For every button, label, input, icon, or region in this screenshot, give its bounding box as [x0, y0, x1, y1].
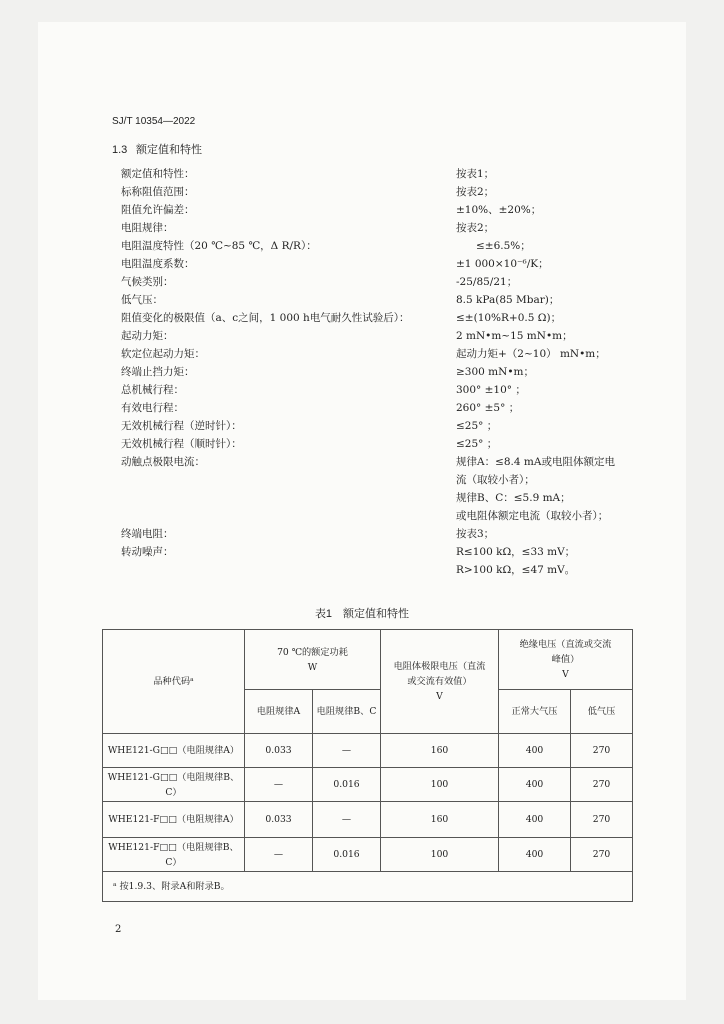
cell-code: WHE121-G□□（电阻规律B、C） — [103, 768, 245, 802]
property-label: 额定值和特性： — [121, 168, 195, 180]
property-value: 8.5 kPa(85 Mbar)； — [456, 294, 560, 306]
cell-insul-low: 270 — [571, 802, 633, 838]
cell-insul-low: 270 — [571, 838, 633, 872]
property-label: 电阻温度系数： — [121, 258, 195, 270]
header-insul-low: 低气压 — [571, 690, 633, 734]
header-voltage-unit: V — [436, 691, 443, 702]
table-row — [103, 768, 633, 802]
property-value: ≤±(10%R+0.5 Ω)； — [456, 312, 562, 324]
header-power — [245, 630, 381, 690]
property-label: 总机械行程： — [121, 384, 184, 396]
cell-power-a: — — [245, 768, 313, 802]
property-label: 电阻温度特性（20 ℃~85 ℃，Δ R/R）： — [121, 240, 317, 252]
cell-code: WHE121-F□□（电阻规律A） — [103, 802, 245, 838]
table-footnote: ᵃ 按1.9.3、附录A和附录B。 — [103, 872, 633, 902]
property-label: 气候类别： — [121, 276, 174, 288]
property-label: 低气压： — [121, 294, 163, 306]
cell-power-a: 0.033 — [245, 734, 313, 768]
header-voltage — [381, 630, 499, 734]
header-power-a: 电阻规律A — [245, 690, 313, 734]
property-values — [456, 165, 615, 579]
property-value: R≤100 kΩ，≤33 mV； — [456, 546, 576, 558]
cell-voltage: 160 — [381, 734, 499, 768]
header-insul-normal: 正常大气压 — [499, 690, 571, 734]
property-label: 终端电阻： — [121, 528, 174, 540]
section-heading — [112, 141, 202, 157]
property-value: 按表1； — [456, 168, 495, 180]
cell-insul-normal: 400 — [499, 838, 571, 872]
table-footnote-row — [103, 872, 633, 902]
property-value: -25/85/21； — [456, 276, 518, 288]
property-value: ≤±6.5%； — [476, 240, 531, 252]
property-value: 2 mN•m~15 mN•m； — [456, 330, 573, 342]
property-label: 标称阻值范围： — [121, 186, 195, 198]
property-value: 或电阻体额定电流（取较小者）； — [456, 510, 609, 522]
header-insulation-unit: V — [562, 669, 569, 680]
property-value: 按表2； — [456, 222, 495, 234]
cell-voltage: 100 — [381, 838, 499, 872]
property-label: 软定位起动力矩： — [121, 348, 205, 360]
property-labels — [121, 165, 410, 561]
cell-insul-normal: 400 — [499, 802, 571, 838]
section-number: 1.3 — [112, 144, 128, 156]
property-label: 转动噪声： — [121, 546, 174, 558]
property-label: 起动力矩： — [121, 330, 174, 342]
property-value: ≤25° ； — [456, 438, 498, 450]
cell-code: WHE121-F□□（电阻规律B、C） — [103, 838, 245, 872]
property-value: 规律A：≤8.4 mA或电阻体额定电 — [456, 456, 615, 468]
cell-insul-normal: 400 — [499, 734, 571, 768]
property-label: 无效机械行程（顺时针）： — [121, 438, 242, 450]
property-label: 终端止挡力矩： — [121, 366, 195, 378]
ratings-table — [102, 629, 633, 902]
property-value: 按表2； — [456, 186, 495, 198]
cell-power-a: — — [245, 838, 313, 872]
property-label: 阻值允许偏差： — [121, 204, 195, 216]
page-number: 2 — [115, 924, 122, 935]
header-insulation — [499, 630, 633, 690]
property-label: 有效电行程： — [121, 402, 184, 414]
property-label: 动触点极限电流： — [121, 456, 205, 468]
header-voltage-title: 电阻体极限电压（直流或交流有效值） — [393, 661, 486, 687]
property-value: 流（取较小者）； — [456, 474, 535, 486]
cell-voltage: 100 — [381, 768, 499, 802]
cell-insul-low: 270 — [571, 768, 633, 802]
header-insulation-title: 绝缘电压（直流或交流峰值） — [519, 639, 612, 665]
cell-insul-normal: 400 — [499, 768, 571, 802]
property-value: 260° ±5° ； — [456, 402, 520, 414]
property-label: 无效机械行程（逆时针）： — [121, 420, 242, 432]
header-power-bc: 电阻规律B、C — [313, 690, 381, 734]
cell-power-bc: 0.016 — [313, 838, 381, 872]
property-value: 起动力矩+（2~10） mN•m； — [456, 348, 606, 360]
header-code: 品种代码ᵃ — [103, 630, 245, 734]
cell-code: WHE121-G□□（电阻规律A） — [103, 734, 245, 768]
cell-voltage: 160 — [381, 802, 499, 838]
section-title: 额定值和特性 — [136, 144, 202, 156]
table-row — [103, 802, 633, 838]
table-row — [103, 838, 633, 872]
cell-power-bc: 0.016 — [313, 768, 381, 802]
property-value: ±1 000×10⁻⁶/K； — [456, 258, 549, 270]
property-label: 电阻规律： — [121, 222, 174, 234]
property-value: ≥300 mN•m； — [456, 366, 534, 378]
header-power-unit: W — [307, 661, 318, 673]
property-value: ±10%、±20%； — [456, 204, 542, 216]
property-label: 阻值变化的极限值（a、c之间，1 000 h电气耐久性试验后）： — [121, 312, 410, 324]
table-row — [103, 734, 633, 768]
cell-insul-low: 270 — [571, 734, 633, 768]
table-caption: 表1 额定值和特性 — [314, 608, 410, 620]
property-value: 按表3； — [456, 528, 495, 540]
standard-number: SJ/T 10354—2022 — [112, 116, 196, 127]
header-power-title: 70 ℃的额定功耗 — [277, 646, 348, 658]
table-header-row — [103, 630, 633, 690]
cell-power-a: 0.033 — [245, 802, 313, 838]
property-value: R>100 kΩ，≤47 mV。 — [456, 564, 576, 576]
cell-power-bc: — — [313, 802, 381, 838]
cell-power-bc: — — [313, 734, 381, 768]
property-value: 规律B、C：≤5.9 mA； — [456, 492, 571, 504]
property-value: 300° ±10° ； — [456, 384, 526, 396]
property-value: ≤25° ； — [456, 420, 498, 432]
